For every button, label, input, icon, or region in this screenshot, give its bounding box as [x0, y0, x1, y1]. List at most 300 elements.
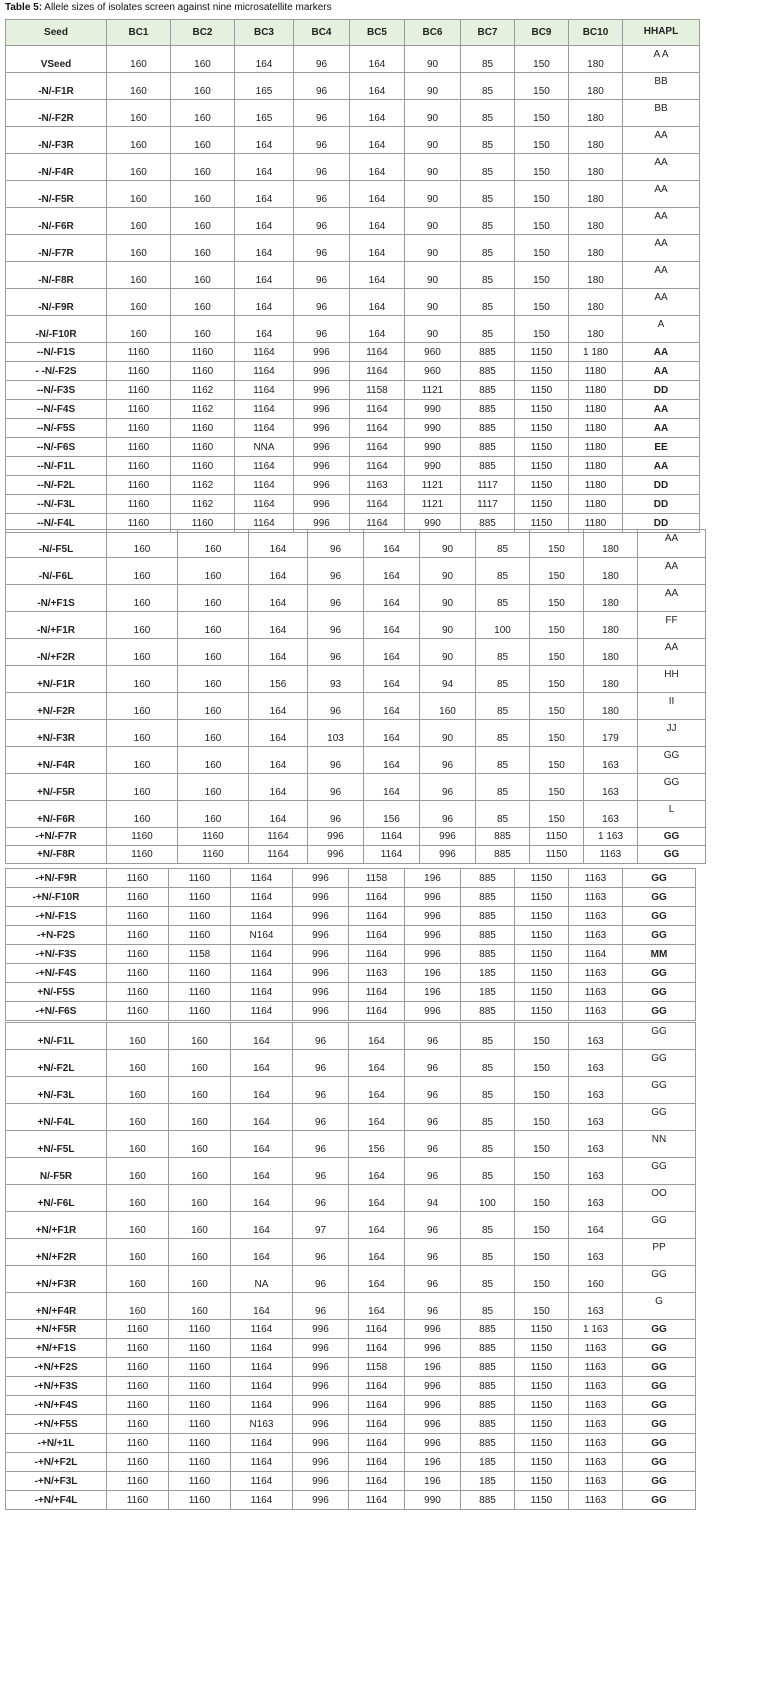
allele-value-cell: 1150 [515, 1339, 569, 1358]
allele-value-cell: 96 [294, 262, 350, 289]
allele-value-cell: 165 [235, 73, 294, 100]
allele-value-cell: 180 [569, 208, 623, 235]
allele-value-cell: 1150 [515, 400, 569, 419]
allele-value-cell: 164 [231, 1077, 293, 1104]
allele-value-cell: 885 [461, 343, 515, 362]
seed-cell: +N/+F1R [6, 1212, 107, 1239]
table-row [6, 1434, 696, 1453]
allele-value-cell: 160 [178, 639, 249, 666]
haplotype-cell: GG [623, 1358, 696, 1377]
allele-value-cell: 96 [405, 1050, 461, 1077]
allele-value-cell: 85 [461, 154, 515, 181]
seed-cell: +N/+F4R [6, 1293, 107, 1320]
haplotype-cell: GG [623, 1002, 696, 1021]
allele-value-cell: 160 [169, 1239, 231, 1266]
allele-value-cell: 1160 [107, 907, 169, 926]
allele-value-cell: 1160 [171, 419, 235, 438]
haplotype-cell: GG [623, 1077, 696, 1104]
allele-value-cell: 85 [461, 262, 515, 289]
haplotype-cell: AA [623, 262, 700, 289]
allele-value-cell: 85 [461, 1239, 515, 1266]
seed-cell: -+N/-F1S [6, 907, 107, 926]
allele-value-cell: 1160 [169, 1453, 231, 1472]
allele-value-cell: 96 [293, 1293, 349, 1320]
table-row [6, 46, 700, 73]
allele-value-cell: 1164 [349, 1396, 405, 1415]
allele-value-cell: 96 [293, 1023, 349, 1050]
allele-value-cell: 85 [476, 585, 530, 612]
allele-value-cell: 185 [461, 983, 515, 1002]
allele-value-cell: 1150 [515, 514, 569, 533]
haplotype-cell: AA [623, 362, 700, 381]
allele-value-cell: 164 [235, 289, 294, 316]
haplotype-cell: GG [623, 983, 696, 1002]
allele-value-cell: 164 [364, 666, 420, 693]
allele-value-cell: 96 [308, 558, 364, 585]
allele-value-cell: 150 [515, 181, 569, 208]
allele-value-cell: 93 [308, 666, 364, 693]
allele-value-cell: 1164 [349, 1377, 405, 1396]
allele-value-cell: 1164 [350, 362, 405, 381]
column-header: BC1 [107, 20, 171, 46]
allele-value-cell: 85 [461, 46, 515, 73]
allele-value-cell: 164 [249, 774, 308, 801]
allele-value-cell: 96 [420, 801, 476, 828]
allele-value-cell: 1163 [569, 907, 623, 926]
allele-value-cell: 1164 [231, 907, 293, 926]
allele-value-cell: 960 [405, 343, 461, 362]
allele-value-cell: 90 [405, 127, 461, 154]
allele-value-cell: 885 [476, 846, 530, 864]
seed-cell: -N/-F9R [6, 289, 107, 316]
table-row [6, 1377, 696, 1396]
allele-value-cell: 996 [405, 945, 461, 964]
allele-value-cell: 164 [249, 585, 308, 612]
table-row [6, 381, 700, 400]
allele-value-cell: 1160 [107, 457, 171, 476]
allele-value-cell: 1164 [349, 1415, 405, 1434]
allele-value-cell: 1180 [569, 381, 623, 400]
allele-value-cell: 996 [293, 888, 349, 907]
seed-cell: -N/+F1S [6, 585, 107, 612]
allele-value-cell: 164 [364, 558, 420, 585]
allele-value-cell: 1150 [515, 1415, 569, 1434]
seed-cell: -+N-F2S [6, 926, 107, 945]
allele-value-cell: 96 [293, 1158, 349, 1185]
allele-value-cell: 160 [178, 801, 249, 828]
seed-cell: --N/-F3L [6, 495, 107, 514]
seed-cell: -+N/-F10R [6, 888, 107, 907]
allele-value-cell: 164 [235, 235, 294, 262]
allele-value-cell: 1162 [171, 495, 235, 514]
allele-value-cell: 150 [530, 612, 584, 639]
allele-value-cell: 96 [308, 585, 364, 612]
table-row [6, 362, 700, 381]
column-header: BC2 [171, 20, 235, 46]
allele-value-cell: 163 [569, 1077, 623, 1104]
allele-value-cell: 996 [293, 907, 349, 926]
allele-value-cell: 160 [169, 1293, 231, 1320]
seed-cell: +N/-F3R [6, 720, 107, 747]
haplotype-cell: GG [623, 888, 696, 907]
haplotype-cell: GG [623, 869, 696, 888]
allele-value-cell: 160 [169, 1158, 231, 1185]
seed-cell: -N/-F6R [6, 208, 107, 235]
allele-value-cell: 885 [461, 438, 515, 457]
allele-value-cell: 1150 [515, 964, 569, 983]
allele-value-cell: 163 [569, 1023, 623, 1050]
allele-value-cell: 160 [569, 1266, 623, 1293]
allele-value-cell: 885 [461, 1320, 515, 1339]
table-row [6, 1131, 696, 1158]
allele-value-cell: 160 [107, 1266, 169, 1293]
allele-value-cell: 1163 [569, 1491, 623, 1510]
allele-value-cell: 1150 [515, 381, 569, 400]
allele-value-cell: 150 [515, 1158, 569, 1185]
allele-value-cell: 1160 [171, 438, 235, 457]
table-row [6, 1104, 696, 1131]
haplotype-cell: AA [638, 585, 706, 612]
table-row [6, 828, 706, 846]
table-row [6, 1491, 696, 1510]
seed-cell: -+N/+F4L [6, 1491, 107, 1510]
allele-value-cell: 996 [293, 1396, 349, 1415]
allele-value-cell: 1164 [350, 400, 405, 419]
allele-value-cell: 164 [249, 747, 308, 774]
allele-value-cell: 160 [171, 235, 235, 262]
allele-value-cell: 196 [405, 964, 461, 983]
table-row [6, 208, 700, 235]
allele-value-cell: 885 [461, 457, 515, 476]
table-row [6, 127, 700, 154]
allele-value-cell: 1160 [169, 1339, 231, 1358]
allele-value-cell: 160 [169, 1077, 231, 1104]
allele-value-cell: 1163 [569, 926, 623, 945]
allele-value-cell: 1160 [107, 888, 169, 907]
table-row [6, 181, 700, 208]
allele-value-cell: 1160 [169, 1491, 231, 1510]
allele-value-cell: 885 [461, 1377, 515, 1396]
allele-value-cell: 1164 [350, 457, 405, 476]
allele-value-cell: 164 [235, 262, 294, 289]
allele-value-cell: 180 [569, 73, 623, 100]
allele-value-cell: 1150 [515, 1320, 569, 1339]
allele-value-cell: 85 [476, 558, 530, 585]
allele-value-cell: 1160 [107, 419, 171, 438]
allele-value-cell: 1160 [171, 343, 235, 362]
allele-value-cell: 160 [107, 666, 178, 693]
allele-value-cell: 1160 [169, 1002, 231, 1021]
allele-value-cell: 1160 [169, 907, 231, 926]
haplotype-cell: GG [623, 1491, 696, 1510]
table-row [6, 869, 696, 888]
allele-value-cell: 150 [515, 316, 569, 343]
table-row [6, 1266, 696, 1293]
allele-value-cell: 996 [293, 1339, 349, 1358]
allele-value-cell: 160 [107, 127, 171, 154]
allele-value-cell: 1160 [107, 1339, 169, 1358]
allele-value-cell: 1164 [235, 400, 294, 419]
allele-value-cell: 1164 [349, 888, 405, 907]
allele-value-cell: 85 [461, 316, 515, 343]
allele-value-cell: 1160 [169, 964, 231, 983]
allele-value-cell: 996 [405, 1396, 461, 1415]
allele-value-cell: 180 [569, 289, 623, 316]
allele-value-cell: 164 [249, 639, 308, 666]
allele-value-cell: 180 [584, 639, 638, 666]
allele-value-cell: 996 [294, 476, 350, 495]
allele-value-cell: 996 [294, 400, 350, 419]
allele-value-cell: 1164 [231, 1396, 293, 1415]
allele-value-cell: 164 [350, 316, 405, 343]
allele-value-cell: 85 [461, 73, 515, 100]
allele-value-cell: 160 [171, 100, 235, 127]
table-caption [5, 2, 332, 13]
seed-cell: -+N/-F6S [6, 1002, 107, 1021]
table-row [6, 1396, 696, 1415]
seed-cell: +N/-F3L [6, 1077, 107, 1104]
allele-value-cell: 150 [530, 747, 584, 774]
allele-value-cell: 164 [350, 73, 405, 100]
allele-value-cell: 1150 [515, 1434, 569, 1453]
allele-value-cell: 160 [107, 720, 178, 747]
allele-value-cell: 164 [350, 127, 405, 154]
allele-value-cell: 100 [461, 1185, 515, 1212]
allele-value-cell: 150 [530, 585, 584, 612]
allele-value-cell: 96 [405, 1212, 461, 1239]
allele-value-cell: 1180 [569, 419, 623, 438]
table-row [6, 639, 706, 666]
allele-value-cell: 885 [461, 362, 515, 381]
allele-value-cell: 160 [107, 1104, 169, 1131]
table-row [6, 585, 706, 612]
allele-value-cell: 1180 [569, 495, 623, 514]
allele-value-cell: 150 [515, 100, 569, 127]
allele-value-cell: 96 [420, 774, 476, 801]
allele-value-cell: 1160 [107, 1002, 169, 1021]
allele-value-cell: 1164 [249, 828, 308, 846]
allele-value-cell: 150 [530, 774, 584, 801]
table-row [6, 316, 700, 343]
allele-value-cell: 160 [107, 289, 171, 316]
seed-cell: +N/-F2L [6, 1050, 107, 1077]
allele-value-cell: 160 [171, 208, 235, 235]
allele-value-cell: 96 [308, 612, 364, 639]
allele-value-cell: 85 [461, 1077, 515, 1104]
allele-value-cell: 1150 [515, 869, 569, 888]
allele-value-cell: 1164 [231, 1358, 293, 1377]
allele-value-cell: 160 [107, 1185, 169, 1212]
seed-cell: +N/-F2R [6, 693, 107, 720]
allele-value-cell: 185 [461, 1472, 515, 1491]
allele-value-cell: 1164 [235, 343, 294, 362]
allele-value-cell: 150 [515, 1050, 569, 1077]
allele-value-cell: 1164 [349, 907, 405, 926]
seed-cell: VSeed [6, 46, 107, 73]
allele-value-cell: 180 [584, 585, 638, 612]
allele-value-cell: 160 [107, 747, 178, 774]
allele-value-cell: 996 [405, 1434, 461, 1453]
allele-value-cell: 164 [350, 289, 405, 316]
allele-value-cell: 90 [420, 558, 476, 585]
allele-value-cell: 1160 [169, 1358, 231, 1377]
haplotype-cell: GG [623, 1320, 696, 1339]
allele-value-cell: 1160 [178, 846, 249, 864]
allele-value-cell: 1150 [515, 926, 569, 945]
haplotype-cell: AA [638, 639, 706, 666]
header-row [6, 20, 700, 46]
allele-value-cell: 1164 [231, 869, 293, 888]
allele-value-cell: 96 [293, 1104, 349, 1131]
haplotype-cell: GG [638, 846, 706, 864]
table-row [6, 1158, 696, 1185]
table-row [6, 983, 696, 1002]
allele-value-cell: 996 [405, 888, 461, 907]
allele-value-cell: 96 [308, 530, 364, 558]
allele-value-cell: 1164 [349, 1339, 405, 1358]
allele-value-cell: 1150 [515, 1491, 569, 1510]
allele-value-cell: 163 [569, 1293, 623, 1320]
table-row [6, 1212, 696, 1239]
allele-value-cell: 1164 [231, 1434, 293, 1453]
allele-value-cell: 163 [584, 747, 638, 774]
allele-value-cell: 1164 [569, 945, 623, 964]
allele-table-block-1 [5, 19, 700, 533]
table-row [6, 1050, 696, 1077]
allele-value-cell: 96 [308, 801, 364, 828]
allele-value-cell: 1164 [249, 846, 308, 864]
allele-value-cell: 1160 [107, 1396, 169, 1415]
allele-value-cell: 96 [294, 181, 350, 208]
allele-value-cell: 150 [515, 1185, 569, 1212]
allele-value-cell: 996 [294, 495, 350, 514]
seed-cell: --N/-F1L [6, 457, 107, 476]
seed-cell: -N/-F5L [6, 530, 107, 558]
allele-value-cell: 164 [364, 585, 420, 612]
haplotype-cell: AA [623, 289, 700, 316]
table-caption-text: Allele sizes of isolates screen against nine microsatellite markers [42, 2, 332, 13]
allele-value-cell: 85 [461, 1158, 515, 1185]
allele-value-cell: 96 [405, 1077, 461, 1104]
allele-value-cell: 1163 [569, 983, 623, 1002]
allele-value-cell: 1160 [107, 1377, 169, 1396]
allele-value-cell: 164 [349, 1023, 405, 1050]
seed-cell: +N/-F6L [6, 1185, 107, 1212]
allele-value-cell: 160 [169, 1185, 231, 1212]
allele-value-cell: 160 [171, 127, 235, 154]
allele-value-cell: 150 [515, 1239, 569, 1266]
table-row [6, 888, 696, 907]
allele-value-cell: 96 [405, 1158, 461, 1185]
allele-value-cell: 1163 [569, 1415, 623, 1434]
allele-value-cell: 90 [405, 235, 461, 262]
allele-value-cell: 164 [349, 1050, 405, 1077]
allele-value-cell: 1160 [107, 1491, 169, 1510]
allele-value-cell: 160 [107, 558, 178, 585]
haplotype-cell: GG [623, 1434, 696, 1453]
allele-value-cell: 163 [569, 1185, 623, 1212]
allele-value-cell: 885 [461, 888, 515, 907]
allele-value-cell: 960 [405, 362, 461, 381]
table-row [6, 1023, 696, 1050]
allele-value-cell: 996 [405, 1002, 461, 1021]
allele-value-cell: 1150 [515, 438, 569, 457]
seed-cell: +N/-F1L [6, 1023, 107, 1050]
allele-value-cell: 885 [461, 400, 515, 419]
allele-value-cell: 96 [293, 1266, 349, 1293]
allele-value-cell: 96 [405, 1293, 461, 1320]
haplotype-cell: AA [623, 343, 700, 362]
haplotype-cell: GG [623, 1453, 696, 1472]
allele-value-cell: 1160 [171, 457, 235, 476]
allele-value-cell: 85 [461, 181, 515, 208]
allele-value-cell: 1164 [350, 343, 405, 362]
allele-value-cell: 196 [405, 1453, 461, 1472]
allele-value-cell: 996 [293, 926, 349, 945]
allele-value-cell: 164 [364, 530, 420, 558]
allele-value-cell: 85 [461, 1266, 515, 1293]
allele-value-cell: 160 [107, 1293, 169, 1320]
allele-value-cell: 885 [461, 1358, 515, 1377]
allele-value-cell: 1164 [231, 1339, 293, 1358]
allele-value-cell: 885 [461, 1396, 515, 1415]
allele-value-cell: 85 [461, 1131, 515, 1158]
allele-value-cell: 164 [231, 1023, 293, 1050]
allele-value-cell: 996 [294, 438, 350, 457]
allele-value-cell: 164 [235, 127, 294, 154]
column-header: Seed [6, 20, 107, 46]
allele-value-cell: 1162 [171, 400, 235, 419]
allele-value-cell: 996 [294, 362, 350, 381]
allele-value-cell: 163 [569, 1131, 623, 1158]
allele-value-cell: 160 [178, 558, 249, 585]
allele-value-cell: 996 [293, 1415, 349, 1434]
allele-value-cell: 1160 [107, 438, 171, 457]
haplotype-cell: BB [623, 73, 700, 100]
allele-value-cell: 1164 [349, 945, 405, 964]
allele-value-cell: 85 [461, 289, 515, 316]
allele-value-cell: 1164 [235, 362, 294, 381]
allele-value-cell: 150 [515, 1077, 569, 1104]
allele-value-cell: 885 [461, 926, 515, 945]
table-row [6, 1453, 696, 1472]
allele-value-cell: 164 [349, 1266, 405, 1293]
allele-value-cell: 160 [107, 1212, 169, 1239]
allele-value-cell: 90 [405, 289, 461, 316]
allele-value-cell: 160 [107, 46, 171, 73]
seed-cell: -N/-F10R [6, 316, 107, 343]
allele-value-cell: 85 [461, 1050, 515, 1077]
allele-value-cell: 160 [107, 1050, 169, 1077]
allele-value-cell: 1150 [515, 983, 569, 1002]
allele-value-cell: 164 [249, 558, 308, 585]
column-header: BC4 [294, 20, 350, 46]
allele-value-cell: 150 [530, 666, 584, 693]
allele-value-cell: 164 [569, 1212, 623, 1239]
seed-cell: +N/+F2R [6, 1239, 107, 1266]
allele-value-cell: 1158 [169, 945, 231, 964]
allele-value-cell: 160 [169, 1104, 231, 1131]
allele-value-cell: 1163 [569, 1453, 623, 1472]
allele-value-cell: 164 [235, 154, 294, 181]
allele-value-cell: 1164 [235, 419, 294, 438]
allele-value-cell: 160 [107, 1077, 169, 1104]
table-row [6, 612, 706, 639]
allele-value-cell: 1180 [569, 400, 623, 419]
allele-value-cell: 90 [405, 46, 461, 73]
allele-value-cell: 150 [530, 693, 584, 720]
haplotype-cell: GG [623, 1266, 696, 1293]
